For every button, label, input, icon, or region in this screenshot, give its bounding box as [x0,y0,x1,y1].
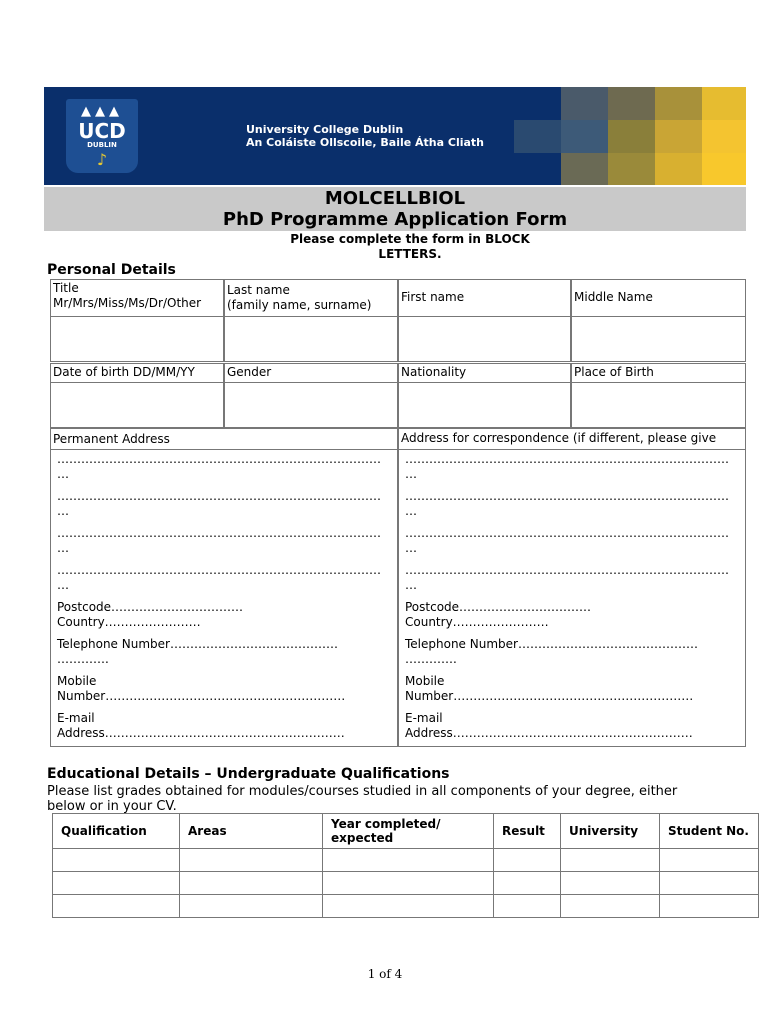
form-title-band [44,187,746,231]
instruction-line: LETTERS. [378,247,442,261]
title-label-cell [50,279,224,317]
column-header [323,814,494,849]
dotted-line: ……………………………………………………………………… [405,526,729,540]
gender-label-cell [224,363,398,383]
country-field[interactable]: Country…………………… [405,615,549,629]
column-header: University [561,814,660,849]
dotted-tail: … [57,578,69,592]
banner-tile [608,153,655,185]
table-cell[interactable] [53,849,180,872]
title-input[interactable] [50,316,224,362]
table-cell[interactable] [180,849,323,872]
banner-tile [702,120,746,153]
permanent-address-input[interactable] [50,449,398,747]
mobile-field[interactable]: Number…………………………………………………… [57,689,346,703]
correspondence-address-label-cell [398,428,746,450]
qualifications-table [52,813,759,918]
nationality-label: Nationality [401,365,467,379]
telephone-field[interactable]: Telephone Number…………………………………… [57,637,338,651]
place-of-birth-input[interactable] [571,382,746,428]
dotted-tail: … [57,467,69,481]
banner-tile [655,120,702,153]
table-row [53,895,759,918]
mobile-field[interactable]: Number…………………………………………………… [405,689,694,703]
table-cell[interactable] [494,872,561,895]
first-name-label: First name [401,290,465,304]
table-cell[interactable] [180,872,323,895]
university-name [246,123,484,149]
instruction-line: Please complete the form in BLOCK [290,232,530,246]
dob-label: Date of birth DD/MM/YY [53,365,195,379]
table-cell[interactable] [561,849,660,872]
banner-tile [655,153,702,185]
dotted-line: ……………………………………………………………………… [57,526,381,540]
dotted-tail: … [405,578,417,592]
banner-tile [561,153,608,185]
table-header-row [53,814,759,849]
banner-tile [655,87,702,120]
last-name-hint: (family name, surname) [227,298,372,312]
form-title: PhD Programme Application Form [222,209,568,230]
page-number: 1 of 4 [367,967,403,981]
last-name-label-cell [224,279,398,317]
middle-name-input[interactable] [571,316,746,362]
dotted-tail: … [405,504,417,518]
instruction-line: Please list grades obtained for modules/courses studied in all components of your degree, either [47,784,678,799]
table-cell[interactable] [660,849,759,872]
gender-input[interactable] [224,382,398,428]
column-header: Result [494,814,561,849]
column-header: Student No. [660,814,759,849]
table-cell[interactable] [323,895,494,918]
dotted-tail: … [405,467,417,481]
form-instruction [260,232,560,262]
email-label: E-mail [405,711,443,725]
ucd-logo [66,99,138,173]
banner-tile [702,153,746,185]
university-name-en: University College Dublin [246,123,404,136]
mobile-label: Mobile [405,674,445,688]
educational-details-heading: Educational Details – Undergraduate Qualifications [47,766,450,782]
table-cell[interactable] [53,872,180,895]
table-cell[interactable] [660,895,759,918]
table-row [53,872,759,895]
email-field[interactable]: Address…………………………………………………… [57,726,345,740]
nationality-input[interactable] [398,382,571,428]
castle-towers-icon: ▲▲▲ [81,104,123,119]
header-banner [44,87,746,185]
dob-input[interactable] [50,382,224,428]
logo-text: UCD [78,119,126,143]
last-name-input[interactable] [224,316,398,362]
postcode-field[interactable]: Postcode…………………………… [57,600,244,614]
banner-tile [608,120,655,153]
correspondence-address-label: Address for correspondence (if different, please give [401,431,717,445]
dotted-tail: …………. [57,652,109,666]
dotted-tail: …………. [405,652,457,666]
table-row [53,849,759,872]
column-header: Qualification [53,814,180,849]
place-of-birth-label: Place of Birth [574,365,654,379]
last-name-label: Last name [227,283,290,297]
country-field[interactable]: Country…………………… [57,615,201,629]
table-cell[interactable] [323,872,494,895]
dotted-tail: … [57,541,69,555]
table-cell[interactable] [494,895,561,918]
table-cell[interactable] [660,872,759,895]
table-cell[interactable] [180,895,323,918]
middle-name-label-cell [571,279,746,317]
dotted-line: ……………………………………………………………………… [405,452,729,466]
correspondence-address-input[interactable] [398,449,746,747]
gender-label: Gender [227,365,272,379]
table-cell[interactable] [561,872,660,895]
banner-tile [514,120,561,153]
column-header-line: expected [331,831,394,845]
middle-name-label: Middle Name [574,290,653,304]
email-label: E-mail [57,711,95,725]
mobile-label: Mobile [57,674,97,688]
column-header-line: Year completed/ [331,817,441,831]
banner-tile [608,87,655,120]
personal-details-heading: Personal Details [47,262,176,278]
banner-tile [561,120,608,153]
first-name-input[interactable] [398,316,571,362]
permanent-address-label: Permanent Address [53,432,170,446]
place-of-birth-label-cell [571,363,746,383]
dotted-tail: … [57,504,69,518]
table-cell[interactable] [323,849,494,872]
logo-subtext: DUBLIN [87,141,117,149]
nationality-label-cell [398,363,571,383]
education-instruction [47,784,737,814]
harp-icon: ♪ [96,150,108,169]
telephone-field[interactable]: Telephone Number……………………………………… [405,637,698,651]
dotted-line: ……………………………………………………………………… [405,563,729,577]
table-cell[interactable] [53,895,180,918]
programme-code: MOLCELLBIOL [324,188,466,209]
permanent-address-label-cell [50,428,398,450]
title-options: Mr/Mrs/Miss/Ms/Dr/Other [53,296,202,310]
table-cell[interactable] [494,849,561,872]
dotted-line: ……………………………………………………………………… [57,452,381,466]
dotted-tail: … [405,541,417,555]
dotted-line: ……………………………………………………………………… [57,489,381,503]
university-name-ga: An Coláiste Ollscoile, Baile Átha Cliath [246,136,485,149]
dob-label-cell [50,363,224,383]
banner-tile [702,87,746,120]
dotted-line: ……………………………………………………………………… [405,489,729,503]
title-label: Title [53,281,79,295]
table-cell[interactable] [561,895,660,918]
email-field[interactable]: Address…………………………………………………… [405,726,693,740]
first-name-label-cell [398,279,571,317]
instruction-line: below or in your CV. [47,799,177,814]
banner-tile [561,87,608,120]
postcode-field[interactable]: Postcode…………………………… [405,600,592,614]
dotted-line: ……………………………………………………………………… [57,563,381,577]
column-header: Areas [180,814,323,849]
